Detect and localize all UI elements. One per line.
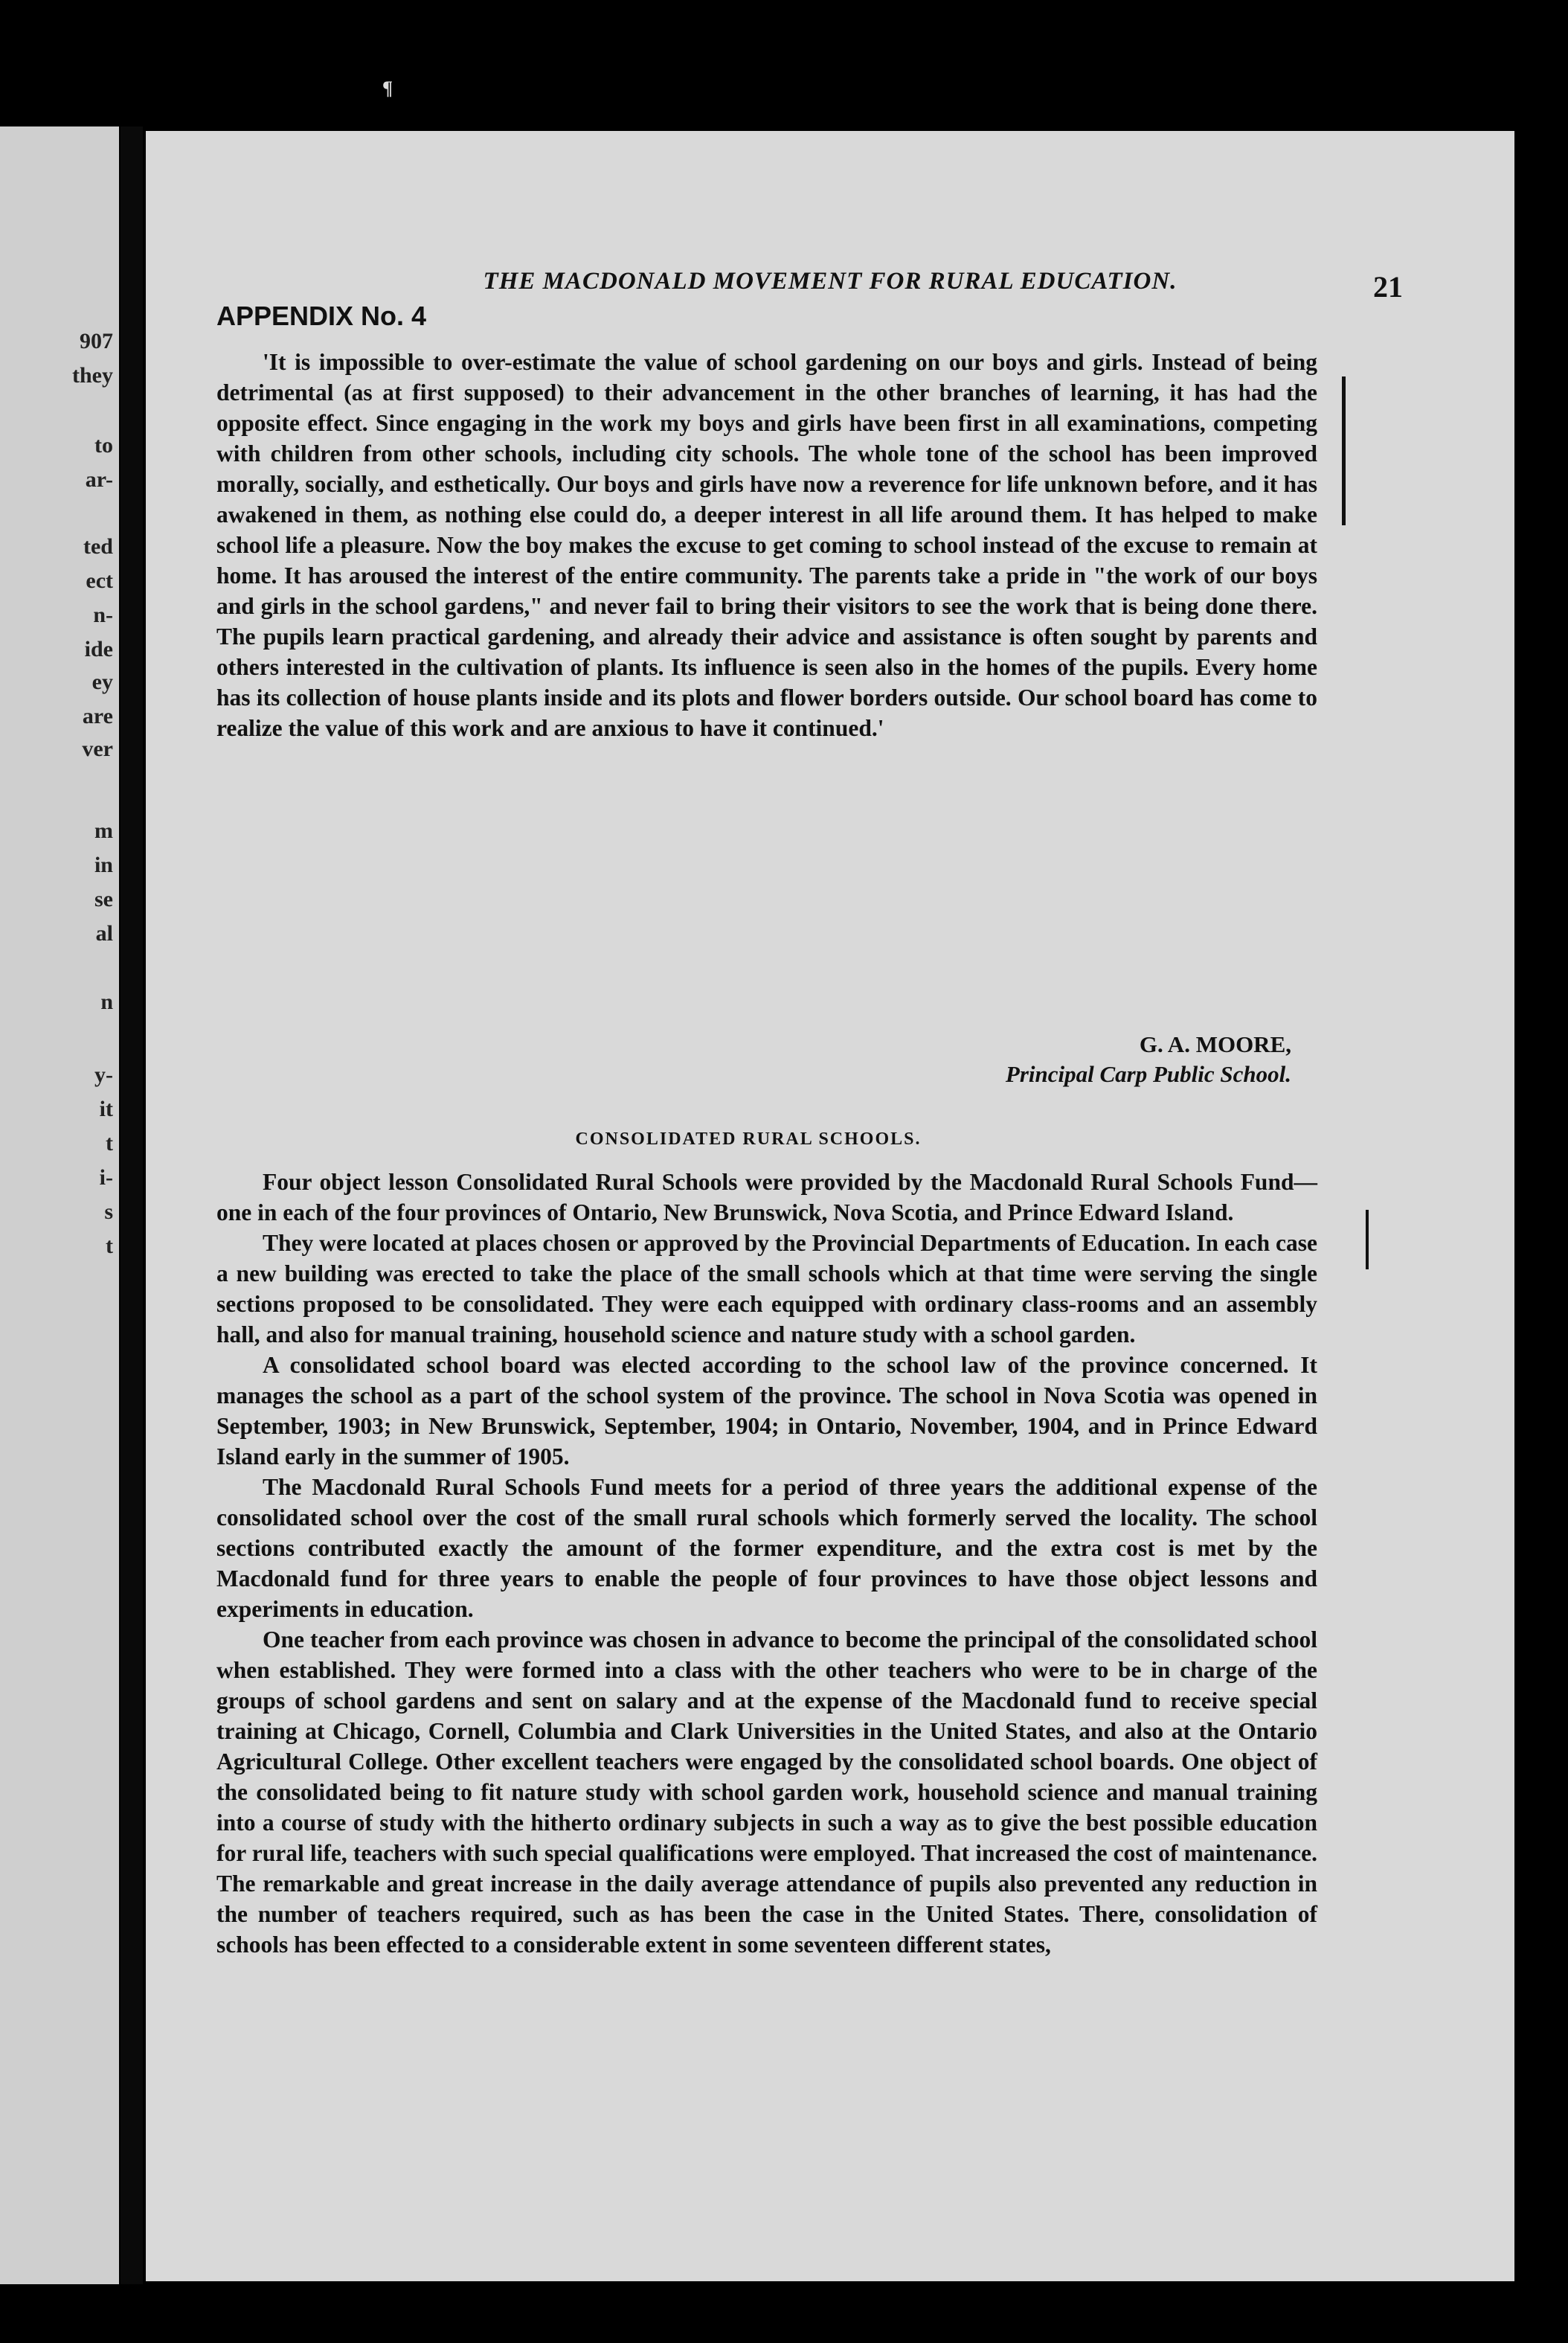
left-fragment: 907 xyxy=(80,329,113,353)
paragraph: Four object lesson Consolidated Rural Schools were provided by the Macdonald Rural Schools Fund—one in each of the four provinces of Ontario, New Brunswick, Nova Scotia, and Prince Edward Island. xyxy=(216,1169,1317,1225)
left-fragment: n- xyxy=(93,603,113,627)
quote-paragraph: 'It is impossible to over-estimate the value of school gardening on our boys and girls. Instead of being detrimental (as at first supposed) to their advancement in the other branches of learning, it has had the opposite effect. Since engaging in the work my boys and girls have been first in all examinations, competing with children from other schools, including city schools. The whole tone of the school has been improved morally, socially, and esthetically. Our boys and girls have now a reverence for life unknown before, and it has awakened in them, as nothing else could do, a deeper interest in all life around them. It has helped to make school life a pleasure. Now the boy makes the excuse to get coming to school instead of the excuse to remain at home. It has aroused the interest of the entire community. The parents take a pride in "the work of our boys and girls in the school gardens," and never fail to bring their visitors to see the work that is being done there. The pupils learn practical gardening, and already their advice and assistance is often sought by parents and others interested in the cultivation of plants. Its influence is seen also in the homes of the pupils. Every home has its collection of house plants inside and its plots and flower borders outside. Our school board has come to realize the value of this work and are anxious to have it continued.' xyxy=(216,349,1317,741)
running-title: THE MACDONALD MOVEMENT FOR RURAL EDUCATION. xyxy=(483,268,1177,295)
left-fragment: ar- xyxy=(85,467,113,492)
left-fragment: y- xyxy=(94,1062,113,1087)
left-fragment: it xyxy=(99,1097,113,1121)
signature-name: G. A. MOORE, xyxy=(1139,1031,1291,1057)
left-fragment: are xyxy=(82,704,113,728)
left-fragment: to xyxy=(94,433,113,458)
margin-bracket xyxy=(1342,376,1346,525)
paragraph: One teacher from each province was chosen in advance to become the principal of the consolidated school when established. They were formed into a class with the other teachers who were to be in charge of the groups of school gardens and sent on salary and at the expense of the Macdonald fund to receive special training at Chicago, Cornell, Columbia and Clark Universities in the United States, and also at the Ontario Agricultural College. Other excellent teachers were engaged by the consolidated school boards. One object of the consolidated being to fit nature study with school garden work, household science and manual training into a course of study with the hitherto ordinary subjects in such a way as to give the best possible education for rural life, teachers with such special qualifications were employed. That increased the cost of maintenance. The remarkable and great increase in the daily average attendance of pupils also prevented any reduction in the number of teachers required, such as has been the case in the United States. There, consolidation of schools has been effected to a considerable extent in some seventeen different states, xyxy=(216,1626,1317,1958)
left-fragment: t xyxy=(106,1234,113,1258)
top-mark: ¶ xyxy=(382,77,393,99)
paragraph: They were located at places chosen or approved by the Provincial Departments of Education. In each case a new building was erected to take the place of the small schools which at that time were serving the single sections proposed to be consolidated. They were each equipped with ordinary class-rooms and an assembly hall, and also for manual training, household science and nature study with a school garden. xyxy=(216,1230,1317,1347)
left-fragment: n xyxy=(100,990,113,1014)
book-page xyxy=(146,131,1514,2281)
left-fragment: se xyxy=(94,887,113,911)
quote-block xyxy=(216,347,1317,743)
paragraph: A consolidated school board was elected according to the school law of the province concerned. It manages the school as a part of the school system of the province. The school in Nova Scotia was opened in September, 1903; in New Brunswick, September, 1904; in Ontario, November, 1904, and in Prince Edward Island early in the summer of 1905. xyxy=(216,1352,1317,1469)
left-fragment: al xyxy=(95,921,113,946)
left-fragment: m xyxy=(94,818,113,843)
margin-stroke xyxy=(1366,1210,1369,1269)
signature xyxy=(1006,1031,1291,1088)
left-fragment: ted xyxy=(83,534,113,559)
page-number: 21 xyxy=(1373,270,1403,304)
page-gutter xyxy=(121,126,143,2284)
appendix-label: APPENDIX No. 4 xyxy=(216,301,427,331)
left-fragment: they xyxy=(72,363,113,388)
paragraph: The Macdonald Rural Schools Fund meets for a period of three years the additional expense of the consolidated school over the cost of the small rural schools which formerly served the locality. The school sections contributed exactly the amount of the former expenditure, and the extra cost is met by the Macdonald fund for three years to enable the people of four provinces to have those object lessons and experiments in education. xyxy=(216,1474,1317,1622)
left-fragment: in xyxy=(94,853,113,877)
left-fragment: ver xyxy=(82,737,113,761)
left-fragment: t xyxy=(106,1131,113,1156)
main-text xyxy=(216,1167,1317,1960)
left-page-edge xyxy=(0,126,119,2284)
signature-role: Principal Carp Public School. xyxy=(1005,1061,1291,1087)
left-fragment: ide xyxy=(84,637,113,661)
left-fragment: i- xyxy=(99,1165,113,1190)
section-heading: CONSOLIDATED RURAL SCHOOLS. xyxy=(575,1129,922,1149)
left-fragment: s xyxy=(104,1199,113,1224)
left-fragment: ect xyxy=(86,568,113,593)
left-fragment: ey xyxy=(91,670,113,694)
